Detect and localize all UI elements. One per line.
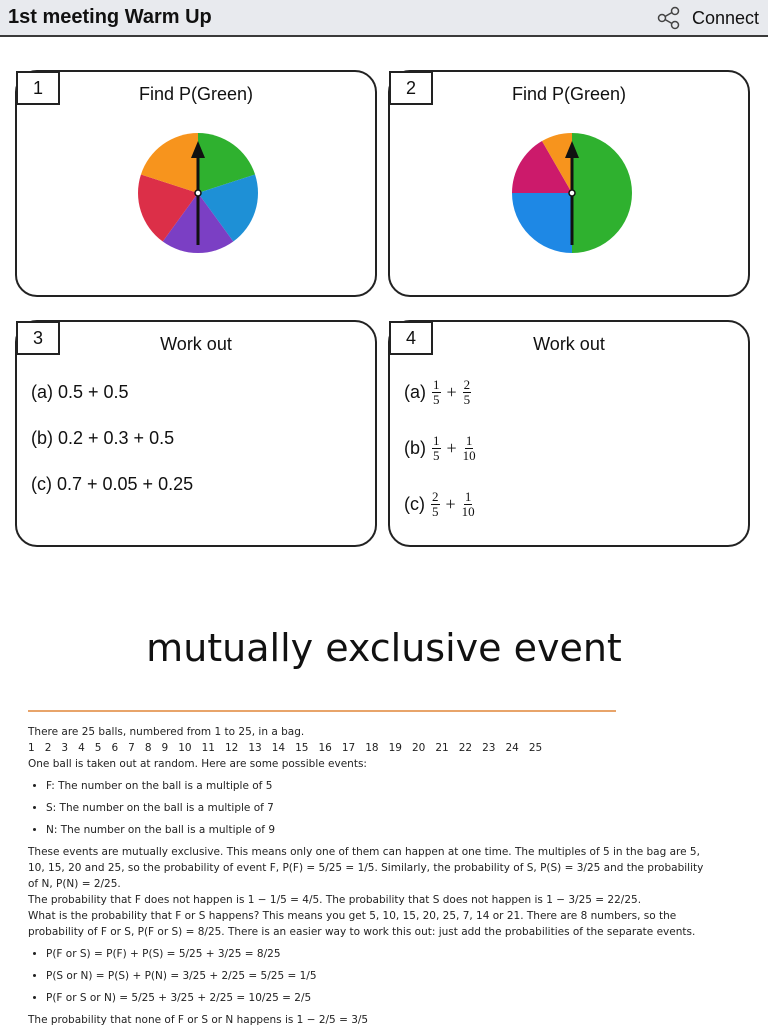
list-item: • S: The number on the ball is a multiple of 7 [46,800,708,816]
question-card-4 [388,320,750,547]
fraction: $\frac{2}{5}$ [432,489,439,519]
card-title: Find P(Green) [511,84,627,104]
list-item: • F: The number on the ball is a multiple of 5 [46,778,708,794]
question-text: What is the probability that F or S happens? This means you get 5, 10, 15, 20, 25, 7, 14 or 21. There are 8 numbers, so the probability of F or S, P(F or S) = 8/25. There is an easier way to work this out: just add the probabilities of the separate events. [28,910,696,938]
connect-button[interactable] [656,6,759,30]
question-b: (b) 0.2 + 0.3 + 0.5 [31,428,175,448]
spinner-sector-green [572,133,632,253]
divider [28,710,616,712]
question-c: (c) $\frac{2}{5}$ + $\frac{1}{10}$ [404,489,475,519]
sums-list [28,946,708,1006]
section-heading: mutually exclusive event [146,626,622,670]
spinner-1 [136,131,260,255]
list-item: • N: The number on the ball is a multiple of 9 [46,822,708,838]
intro-text: There are 25 balls, numbered from 1 to 25, in a bag. [28,726,305,738]
list-item: • P(S or N) = P(S) + P(N) = 3/25 + 2/25 = 5/25 = 1/5 [46,968,708,984]
question-a: (a) 0.5 + 0.5 [31,382,129,402]
question-label: (a) [404,382,426,402]
list-item: • P(F or S) = P(F) + P(S) = 5/25 + 3/25 = 8/25 [46,946,708,962]
connect-label: Connect [691,7,759,28]
question-card-2 [388,70,750,297]
share-icon [656,6,682,30]
question-b: (b) $\frac{1}{5}$ + $\frac{1}{10}$ [404,433,476,463]
top-bar [0,0,768,37]
list-item: • P(F or S or N) = 5/25 + 3/25 + 2/25 = 10/25 = 2/5 [46,990,708,1006]
page-title: 1st meeting Warm Up [8,6,212,28]
question-card-3 [15,320,377,547]
card-number: 3 [16,321,60,355]
spinner-2 [510,131,634,255]
question-label: (b) [404,438,426,458]
question-card-1 [15,70,377,297]
card-title: Work out [533,334,605,354]
question-a: (a) $\frac{1}{5}$ + $\frac{2}{5}$ [404,377,471,407]
exclusive-text: These events are mutually exclusive. This means only one of them can happen at one time. The multiples of 5 in the bag are 5, 10, 15, 20 and 25, so the probability of event F, P(F) = 5/25 = 1/5. Similarly, the probability of S, P(S) = 3/25 and the probability of N, P(N) = 2/25. [28,846,704,890]
fraction: $\frac{2}{5}$ [463,377,471,407]
card-title: Work out [160,334,232,354]
spinner-sector-blue [512,193,572,253]
card-number: 4 [389,321,433,355]
lesson-text [28,724,708,1028]
fraction: $\frac{1}{5}$ [433,433,440,463]
question-c: (c) 0.7 + 0.05 + 0.25 [31,474,194,494]
random-text: One ball is taken out at random. Here are some possible events: [28,758,367,770]
fraction: $\frac{1}{10}$ [461,489,475,519]
question-label: (c) [404,494,425,514]
fraction: $\frac{1}{5}$ [433,377,440,407]
events-list [28,778,708,838]
numbers-row: 1 2 3 4 5 6 7 8 9 10 11 12 13 14 15 16 17 18 19 20 21 22 23 24 25 [28,742,543,754]
final-text: The probability that none of F or S or N happens is 1 − 2/5 = 3/5 [28,1014,369,1026]
fraction: $\frac{1}{10}$ [462,433,476,463]
not-happen-text: The probability that F does not happen is 1 − 1/5 = 4/5. The probability that S does not happen is 1 − 3/25 = 22/25. [28,894,642,906]
card-number: 2 [389,71,433,105]
card-title: Find P(Green) [138,84,254,104]
card-number: 1 [16,71,60,105]
